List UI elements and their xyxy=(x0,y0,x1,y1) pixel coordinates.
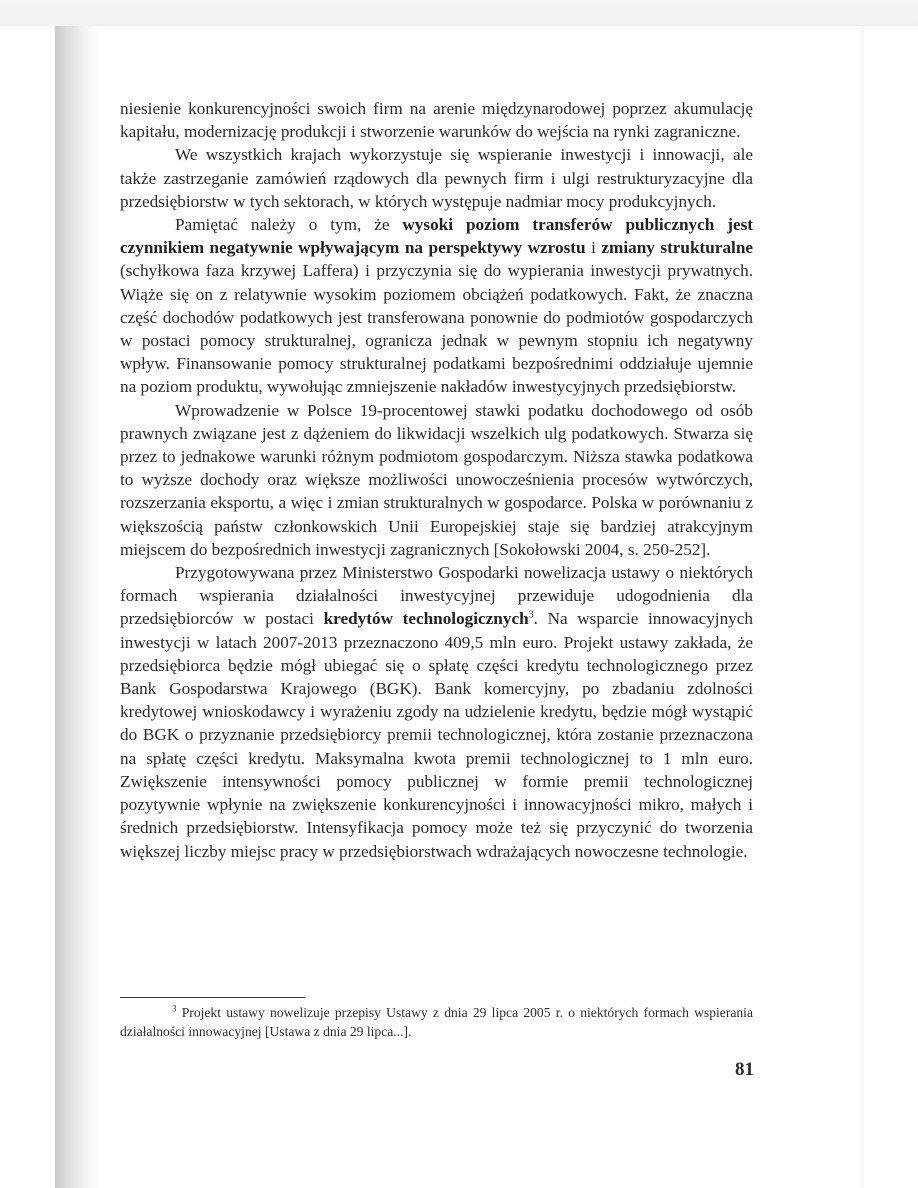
footnote-separator xyxy=(120,997,305,998)
footnote-reference: 3 xyxy=(528,609,534,621)
text-run: . Na wsparcie innowacyjnych inwestycji w latach 2007-2013 przeznaczono 409,5 mln euro. Projekt ustawy zakłada, że przedsiębiorca będzie mógł ubiegać się o spłatę części kredytu technologicznego przez Bank Gospodarstwa Krajowego (BGK). Bank komercyjny, po zbadaniu zdolności kredytowej wnioskodawcy i wyrażeniu zgody na udzielenie kredytu, będzie mógł wystąpić do BGK o przyznanie przedsiębiorcy premii technologicznej, która zostanie przeznaczona na spłatę części kredytu. Maksymalna kwota premii technologicznej to 1 mln euro. Zwiększenie intensywności pomocy publicznej w formie premii technologicznej pozytywnie wpłynie na zwiększenie konkurencyjności i innowacyjności mikro, małych i średnich przedsiębiorstw. Intensyfikacja pomocy może też się przyczynić do tworzenia większej liczby miejsc pracy w przedsiębiorstwach wdrażających nowoczesne technologie. xyxy=(120,609,753,861)
text-run: Przygotowywana przez Ministerstwo Gospodarki nowelizacja ustawy o niektórych formach wspierania działalności inwestycyjnej przewiduje udogodnienia dla przedsiębiorców w postaci xyxy=(120,563,753,629)
text-run: We wszystkich krajach wykorzystuje się wspieranie inwestycji i innowacji, ale także zastrzeganie zamówień rządowych dla pewnych firm i ulgi restrukturyzacyjne dla przedsiębiorstw w tych sektorach, w których występuje nadmiar mocy produkcyjnych. xyxy=(120,145,753,211)
footnote-text: Projekt ustawy nowelizuje przepisy Ustawy z dnia 29 lipca 2005 r. o niektórych formach wspierania działalności innowacyjnej [Ustawa z dnia 29 lipca...]. xyxy=(120,1005,753,1039)
footnote-paragraph xyxy=(120,1003,753,1041)
text-run: (schyłkowa faza krzywej Laffera) i przyczynia się do wypierania inwestycji prywatnych. Wiąże się on z relatywnie wysokim poziomem obciążeń podatkowych. Fakt, że znaczna część dochodów podatkowych jest transferowana ponownie do podmiotów gospodarczych w postaci pomocy strukturalnej, ogranicza jednak w pewnym stopniu ich negatywny wpływ. Finansowanie pomocy strukturalnej podatkami bezpośrednimi oddziałuje ujemnie na poziom produktu, wywołując zmniejszenie nakładów inwestycyjnych przedsiębiorstw. xyxy=(120,261,753,397)
body-text xyxy=(120,97,753,863)
footnote xyxy=(120,1003,753,1041)
text-run: niesienie konkurencyjności swoich firm na arenie międzynarodowej poprzez akumulację kapitału, modernizację produkcji i stworzenie warunków do wejścia na rynki zagraniczne. xyxy=(120,99,753,142)
paragraph xyxy=(120,399,753,561)
bold-emphasis: wysoki poziom transferów publicznych jest czynnikiem negatywnie wpływającym na perspektywy wzrostu xyxy=(120,215,753,258)
text-run: Pamiętać należy o tym, że xyxy=(175,215,403,235)
bold-emphasis: zmiany strukturalne xyxy=(601,238,754,258)
footnote-marker: 3 xyxy=(172,1003,177,1014)
page-right-edge xyxy=(858,26,864,1188)
paragraph xyxy=(120,213,753,399)
text-run: i xyxy=(585,238,602,258)
page-number: 81 xyxy=(735,1059,754,1080)
paragraph xyxy=(120,97,753,143)
text-run: Wprowadzenie w Polsce 19-procentowej stawki podatku dochodowego od osób prawnych związane jest z dążeniem do likwidacji wszelkich ulg podatkowych. Stwarza się przez to jednakowe warunki różnym podmiotom gospodarczym. Niższa stawka podatkowa to wyższe dochody oraz większe możliwości unowocześnienia procesów wytwórczych, rozszerzania eksportu, a więc i zmian strukturalnych w gospodarce. Polska w porównaniu z większością państw członkowskich Unii Europejskiej staje się bardziej atrakcyjnym miejscem do bezpośrednich inwestycji zagranicznych [Sokołowski 2004, s. 250-252]. xyxy=(120,400,753,559)
paragraph xyxy=(120,561,753,863)
paragraph xyxy=(120,143,753,213)
bold-emphasis: kredytów technologicznych xyxy=(323,609,529,629)
scan-top-band xyxy=(0,0,918,26)
page-binding-shadow xyxy=(55,26,99,1188)
